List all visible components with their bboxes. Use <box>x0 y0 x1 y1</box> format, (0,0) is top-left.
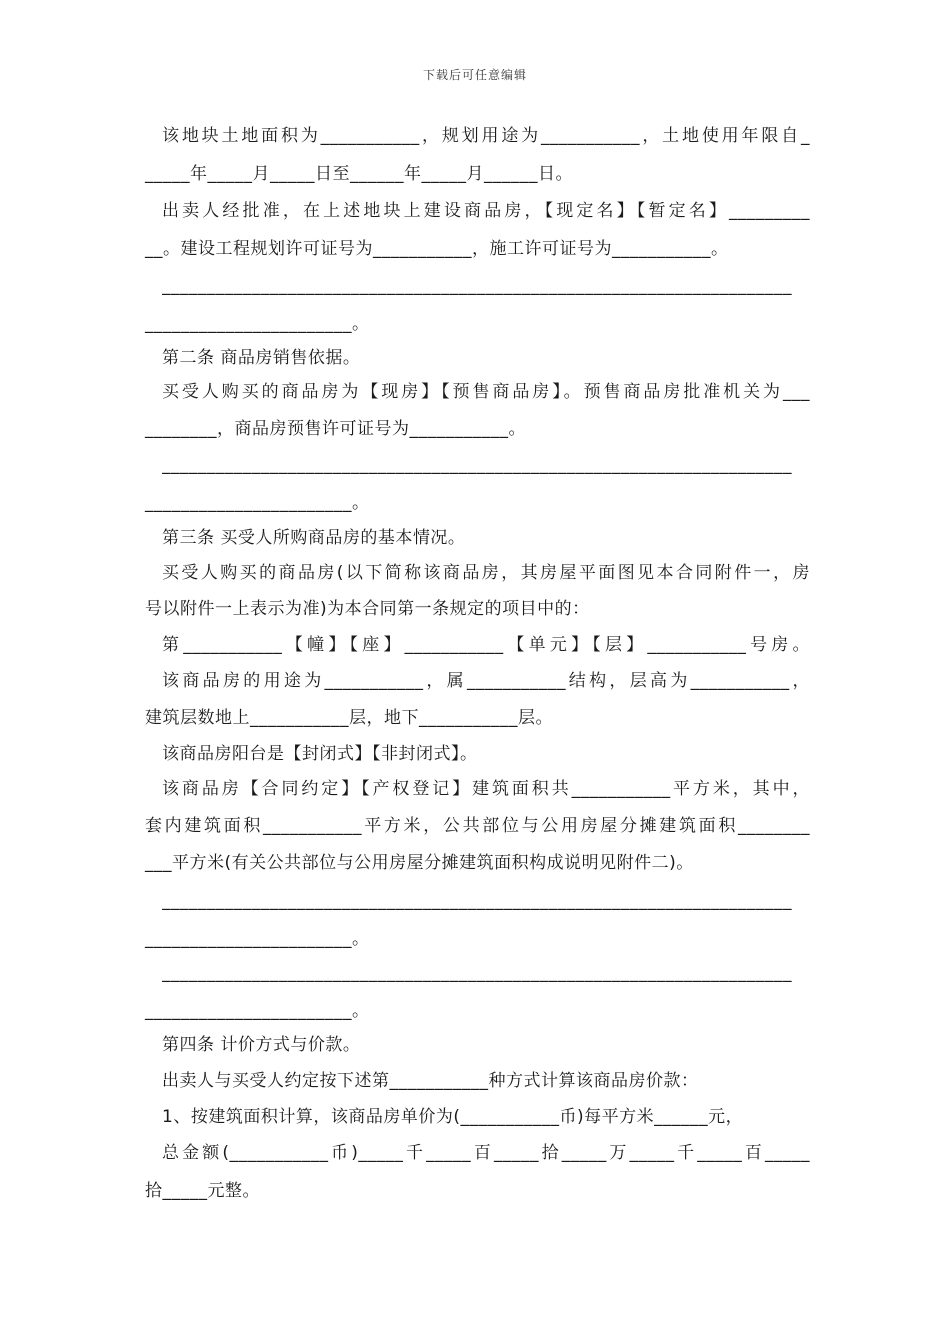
pricing-method-line: 出卖人与买受人约定按下述第___________种方式计算该商品房价款： <box>162 1071 699 1091</box>
floor-area-line: 该商品房【合同约定】【产权登记】建筑面积共___________平方米，其中， <box>162 779 810 799</box>
article-2-title: 第二条 商品房销售依据。 <box>162 348 361 368</box>
presale-line: 买受人购买的商品房为【现房】【预售商品房】。预售商品房批准机关为___ <box>162 382 810 402</box>
inner-area-line: 套内建筑面积___________平方米，公共部位与公用房屋分摊建筑面积________ <box>145 816 810 836</box>
article-4-title: 第四条 计价方式与价款。 <box>162 1035 361 1055</box>
blank-line: ______________________________________________________________________ <box>162 963 792 983</box>
property-desc-line-2: 号以附件一上表示为准)为本合同第一条规定的项目中的： <box>145 599 590 619</box>
blank-line-end: _______________________。 <box>145 493 370 513</box>
land-area-line: 该地块土地面积为___________，规划用途为___________，土地使用年限自_ <box>162 126 810 146</box>
balcony-line: 该商品房阳台是【封闭式】【非封闭式】。 <box>162 744 478 764</box>
shared-area-line: ___平方米(有关公共部位与公用房屋分摊建筑面积构成说明见附件二)。 <box>145 853 694 873</box>
property-desc-line: 买受人购买的商品房(以下简称该商品房，其房屋平面图见本合同附件一，房 <box>162 563 810 583</box>
blank-line-end: _______________________。 <box>145 929 370 949</box>
blank-line: ______________________________________________________________________ <box>162 276 792 296</box>
unit-price-line: 1、按建筑面积计算，该商品房单价为(___________币)每平方米______元， <box>162 1107 744 1127</box>
seller-approval-line: 出卖人经批准，在上述地块上建设商品房，【现定名】【暂定名】_________ <box>162 201 810 221</box>
room-number-line: 第___________【幢】【座】___________【单元】【层】___________号房。 <box>162 635 810 655</box>
presale-permit-line: ________，商品房预售许可证号为___________。 <box>145 419 526 439</box>
blank-line-end: _______________________。 <box>145 314 370 334</box>
usage-structure-line: 该商品房的用途为___________，属___________结构，层高为___________， <box>162 671 810 691</box>
permit-numbers-line: __。建设工程规划许可证号为___________，施工许可证号为___________。 <box>145 239 729 259</box>
total-amount-line-2: 拾_____元整。 <box>145 1181 260 1201</box>
total-amount-line: 总金额(___________币)_____千_____百_____拾_____万_____千_____百_____ <box>162 1143 810 1163</box>
blank-line: ______________________________________________________________________ <box>162 455 792 475</box>
article-3-title: 第三条 买受人所购商品房的基本情况。 <box>162 528 466 548</box>
blank-line: ______________________________________________________________________ <box>162 891 792 911</box>
floors-line: 建筑层数地上___________层，地下___________层。 <box>145 708 553 728</box>
blank-line-end: _______________________。 <box>145 1001 370 1021</box>
page-header: 下载后可任意编辑 <box>422 68 527 82</box>
land-term-line: _____年_____月_____日至______年_____月______日。 <box>145 164 573 184</box>
